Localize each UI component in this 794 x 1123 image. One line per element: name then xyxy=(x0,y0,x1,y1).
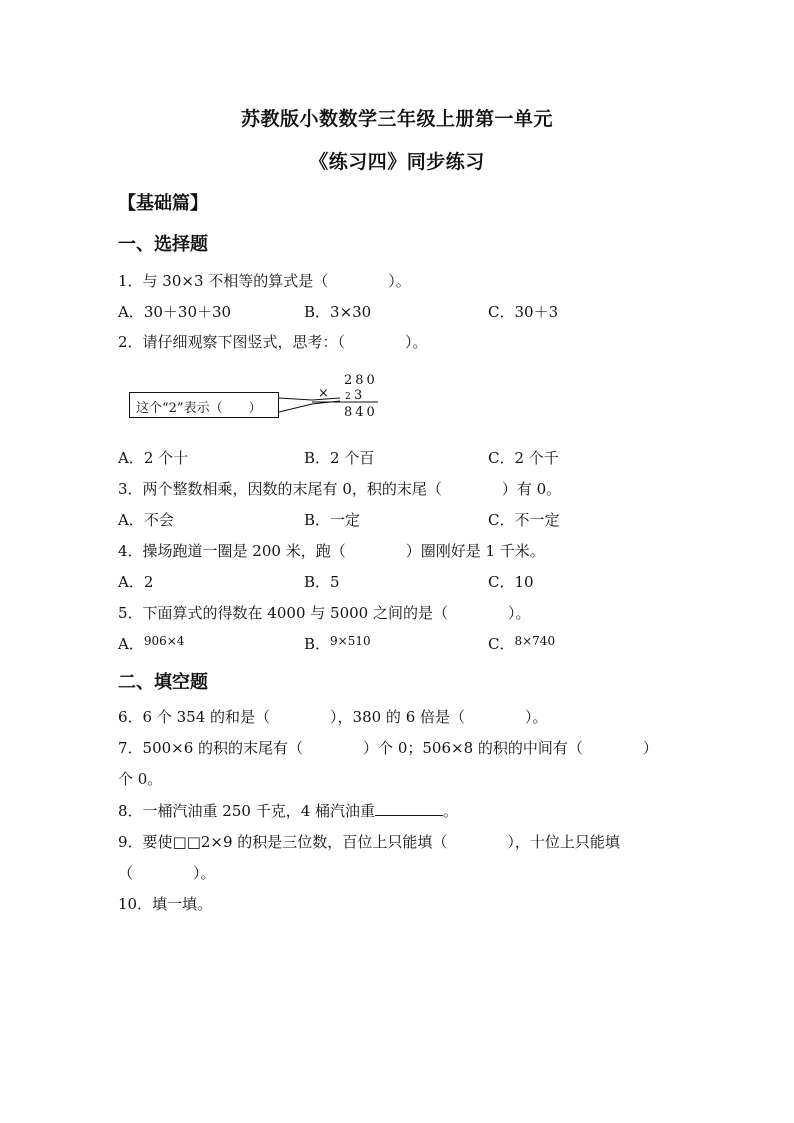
q5-option-a-expr: 906×4 xyxy=(143,634,185,648)
q2-option-b: B．2 个百 xyxy=(304,449,375,467)
question-8 xyxy=(118,800,458,821)
q1-option-a: A．30＋30＋30 xyxy=(118,303,232,321)
q4-option-b: B．5 xyxy=(304,573,340,591)
calc-carry-digit: 2 xyxy=(345,392,354,402)
calc-result: 840 xyxy=(344,405,378,420)
question-8-end: 。 xyxy=(443,802,459,820)
calc-top-number: 280 xyxy=(344,373,378,388)
page-subtitle: 《练习四》同步练习 xyxy=(309,151,485,173)
vertical-calculation-diagram xyxy=(126,370,396,430)
q5-option-c-label: C． xyxy=(488,635,515,653)
q4-option-a: A．2 xyxy=(118,573,154,591)
question-9-line-2: （ ）。 xyxy=(118,864,216,882)
q2-option-a: A．2 个十 xyxy=(118,449,189,467)
question-2: 2．请仔细观察下图竖式，思考：（ ）。 xyxy=(118,333,428,351)
section-fill: 二、填空题 xyxy=(118,672,208,693)
question-8-text: 8．一桶汽油重 250 千克，4 桶汽油重 xyxy=(118,802,376,820)
question-6: 6．6 个 354 的和是（ ），380 的 6 倍是（ ）。 xyxy=(118,708,548,726)
section-choice: 一、选择题 xyxy=(118,234,208,255)
q5-option-b-label: B． xyxy=(304,635,331,653)
question-3: 3．两个整数相乘，因数的末尾有 0，积的末尾（ ）有 0。 xyxy=(118,480,562,498)
q3-option-c: C．不一定 xyxy=(488,511,560,529)
question-4: 4．操场跑道一圈是 200 米，跑（ ）圈刚好是 1 千米。 xyxy=(118,542,545,560)
q5-option-a-label: A． xyxy=(118,635,144,653)
question-7-line-1: 7．500×6 的积的末尾有（ ）个 0；506×8 的积的中间有（ ） xyxy=(118,739,658,757)
question-9-line-1: 9．要使□□2×9 的积是三位数，百位上只能填（ ），十位上只能填 xyxy=(118,833,620,851)
q2-option-c: C．2 个千 xyxy=(488,449,559,467)
section-basic: 【基础篇】 xyxy=(118,193,208,214)
q5-option-b xyxy=(304,633,371,654)
q5-option-c-expr: 8×740 xyxy=(514,634,556,648)
calc-multiplier: 3 xyxy=(354,388,366,403)
callout-text: 这个“2”表示（ ） xyxy=(136,401,262,416)
question-7-line-2: 个 0。 xyxy=(118,770,163,788)
q5-option-c xyxy=(488,633,555,654)
calc-times-sign: × xyxy=(318,386,332,401)
page-title: 苏教版小数数学三年级上册第一单元 xyxy=(240,108,553,130)
q3-option-a: A．不会 xyxy=(118,511,174,529)
question-5: 5．下面算式的得数在 4000 与 5000 之间的是（ ）。 xyxy=(118,604,531,622)
q3-option-b: B．一定 xyxy=(304,511,361,529)
q5-option-b-expr: 9×510 xyxy=(330,634,371,648)
q5-option-a xyxy=(118,633,184,654)
q1-option-b: B．3×30 xyxy=(304,303,372,321)
answer-blank xyxy=(375,801,443,816)
question-10: 10．填一填。 xyxy=(118,895,213,913)
q4-option-c: C．10 xyxy=(488,573,534,591)
q1-option-c: C．30＋3 xyxy=(488,303,559,321)
question-1: 1．与 30×3 不相等的算式是（ ）。 xyxy=(118,272,411,290)
